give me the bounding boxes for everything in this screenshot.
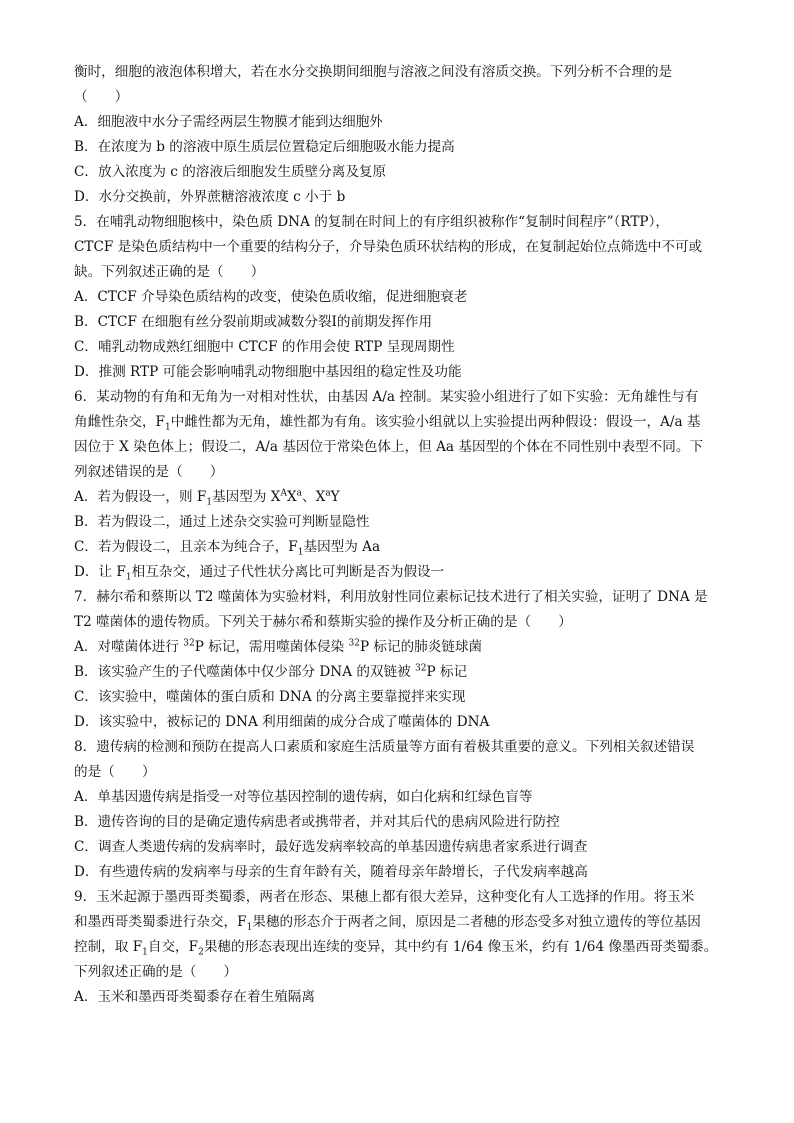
q6-stem-line-3: 因位于 X 染色体上；假设二，A/a 基因位于常染色体上，但 Aa 基因型的个体在不同性别中表型不同。下 [74,439,704,455]
q6-opta-part-b: 基因型为 X [212,489,281,505]
q7-stem-line-1: 7．赫尔希和蔡斯以 T2 噬菌体为实验材料，利用放射性同位素标记技术进行了相关实验，证明了 DNA 是 [74,589,708,605]
q9-stem-line-3 [74,935,724,960]
q9-line2-part-a: 和墨西哥类蜀黍进行杂交，F [74,914,247,930]
q6-line2-part-a: 角雌性杂交，F [74,414,165,430]
q6-option-a [74,485,724,510]
q4-option-d: D．水分交换前，外界蔗糖溶液浓度 c 小于 b [74,189,346,205]
q9-stem-line-4: 下列叙述正确的是（ ） [74,964,238,980]
q4-answer-bracket [74,85,724,110]
q6-stem-line-2 [74,410,724,435]
q9-line3-part-c: 果穗的形态表现出连续的变异，其中约有 1/64 像玉米，约有 1/64 像墨西哥类蜀黍。 [203,939,718,955]
q6-option-c [74,535,724,560]
q8-stem-line-1: 8．遗传病的检测和预防在提高人口素质和家庭生活质量等方面有着极其重要的意义。下列相关叙述错误 [74,739,695,755]
q9-line2-sub: 1 [246,922,253,933]
exam-page [74,60,724,1010]
q4-stem-text: 衡时，细胞的液泡体积增大，若在水分交换期间细胞与溶液之间没有溶质交换。下列分析不合理的是 [74,64,673,80]
q6-opta-sup1: A [280,488,287,499]
q8-option-c: C．调查人类遗传病的发病率时，最好选发病率较高的单基因遗传病患者家系进行调查 [74,839,588,855]
q7-opta-part-a: A．对噬菌体进行 [74,639,184,655]
q8-stem-line-2: 的是（ ） [74,764,156,780]
q6-option-d [74,560,724,585]
q9-line3-part-b: 自交，F [147,939,199,955]
q5-option-c: C．哺乳动物成熟红细胞中 CTCF 的作用会使 RTP 呈现周期性 [74,339,455,355]
q7-optb-sup: 32 [415,663,427,674]
q6-optd-part-a: D．让 F [74,564,126,580]
q7-stem-line-2: T2 噬菌体的遗传物质。下列关于赫尔希和蔡斯实验的操作及分析正确的是（ ） [74,614,572,630]
q7-opta-part-c: P 标记的肺炎链球菌 [359,639,483,655]
q6-opta-sub: 1 [206,497,213,508]
q6-opta-part-e: Y [330,489,340,505]
q8-option-b: B．遗传咨询的目的是确定遗传病患者或携带者，并对其后代的患病风险进行防控 [74,814,560,830]
q9-line3-sub2: 2 [198,947,204,958]
q5-stem-line-2: CTCF 是染色质结构中一个重要的结构分子，介导染色质环状结构的形成，在复制起始位点筛选中不可或 [74,239,703,255]
q7-option-b [74,660,724,685]
q6-optc-part-a: C．若为假设二，且亲本为纯合子，F [74,539,298,555]
q7-opta-sup2: 32 [348,638,360,649]
q6-optd-sub: 1 [125,572,132,583]
q7-optb-part-b: P 标记 [426,664,468,680]
q5-option-d: D．推测 RTP 可能会影响哺乳动物细胞中基因组的稳定性及功能 [74,364,462,380]
q6-stem-line-1: 6．某动物的有角和无角为一对相对性状，由基因 A/a 控制。某实验小组进行了如下实验：无角雄性与有 [74,389,699,405]
q4-option-b: B．在浓度为 b 的溶液中原生质层位置稳定后细胞吸水能力提高 [74,139,455,155]
q6-opta-sup3: a [325,488,331,499]
q6-line2-part-b: 中雌性都为无角，雄性都为有角。该实验小组就以上实验提出两种假设：假设一，A/a 基 [170,414,701,430]
q6-line2-sub: 1 [165,422,171,433]
q8-option-d: D．有些遗传病的发病率与母亲的生育年龄有关，随着母亲年龄增长，子代发病率越高 [74,864,588,880]
q8-option-a: A．单基因遗传病是指受一对等位基因控制的遗传病，如白化病和红绿色盲等 [74,789,533,805]
q6-opta-part-d: 、X [302,489,326,505]
q9-line3-part-a: 控制，取 F [74,939,143,955]
q9-stem-line-1: 9．玉米起源于墨西哥类蜀黍，两者在形态、果穗上都有很大差异，这种变化有人工选择的作用。将玉米 [74,889,695,905]
q9-stem-line-2 [74,910,724,935]
q7-option-c: C．该实验中，噬菌体的蛋白质和 DNA 的分离主要靠搅拌来实现 [74,689,466,705]
q9-line3-sub1: 1 [142,947,148,958]
q5-stem-line-1: 5．在哺乳动物细胞核中，染色质 DNA 的复制在时间上的有序组织被称作“复制时间程序”（RTP）， [74,214,669,230]
q6-opta-part-c: X [286,489,297,505]
q4-option-c: C．放入浓度为 c 的溶液后细胞发生质壁分离及复原 [74,164,387,180]
q6-opta-sup2: a [296,488,302,499]
q4-bracket-text: （ ） [74,89,129,105]
q6-optc-sub: 1 [297,547,304,558]
q7-option-a [74,635,724,660]
q4-stem-line [74,60,724,85]
q7-opta-sup1: 32 [183,638,195,649]
q6-optc-part-b: 基因型为 Aa [303,539,381,555]
q6-stem-line-4: 列叙述错误的是（ ） [74,464,224,480]
q6-optd-part-b: 相互杂交，通过子代性状分离比可判断是否为假设一 [131,564,445,580]
q6-opta-part-a: A．若为假设一，则 F [74,489,207,505]
q7-opta-part-b: P 标记，需用噬菌体侵染 [194,639,349,655]
q4-option-a: A．细胞液中水分子需经两层生物膜才能到达细胞外 [74,114,383,130]
q9-line2-part-b: 果穗的形态介于两者之间，原因是二者穗的形态受多对独立遗传的等位基因 [252,914,701,930]
q5-stem-line-3: 缺。下列叙述正确的是（ ） [74,264,265,280]
q6-option-b: B．若为假设二，通过上述杂交实验可判断显隐性 [74,514,370,530]
q5-option-b: B．CTCF 在细胞有丝分裂前期或减数分裂Ⅰ的前期发挥作用 [74,314,433,330]
q9-option-a: A．玉米和墨西哥类蜀黍存在着生殖隔离 [74,989,315,1005]
q7-option-d: D．该实验中，被标记的 DNA 利用细菌的成分合成了噬菌体的 DNA [74,714,490,730]
q7-optb-part-a: B．该实验产生的子代噬菌体中仅少部分 DNA 的双链被 [74,664,416,680]
q5-option-a: A．CTCF 介导染色质结构的改变，使染色质收缩，促进细胞衰老 [74,289,468,305]
